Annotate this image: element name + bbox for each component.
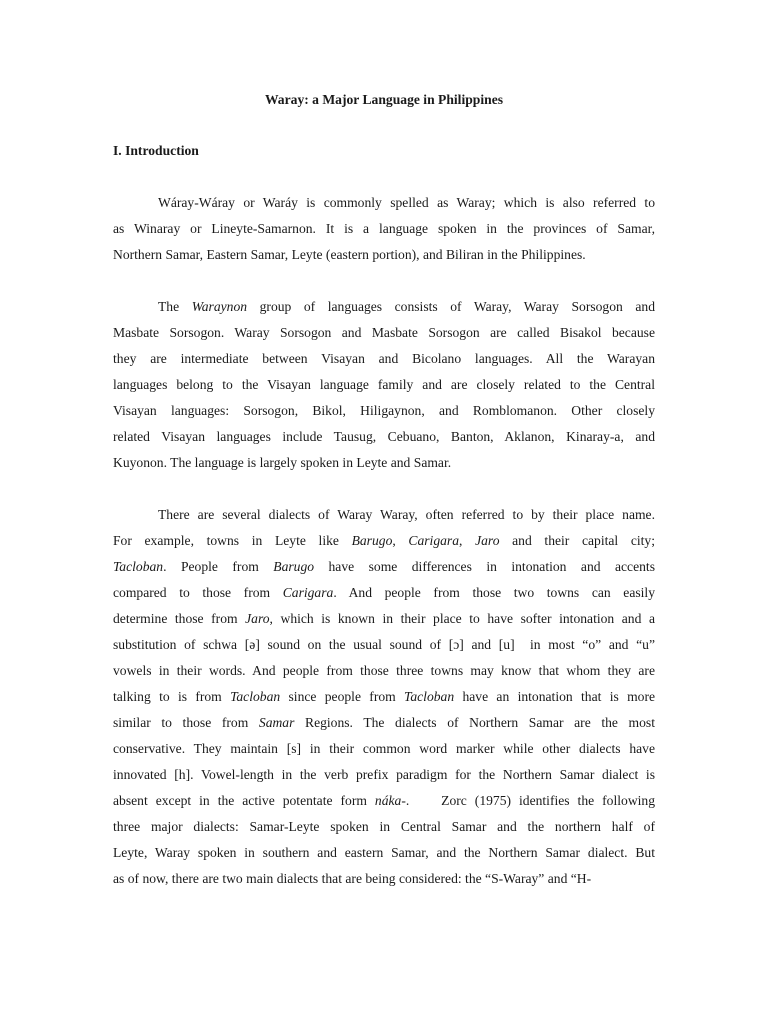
text-run: similar to those from xyxy=(113,715,259,730)
italic-term: náka- xyxy=(374,793,406,808)
italic-term: Carigara xyxy=(282,585,334,600)
paragraph-line xyxy=(113,840,655,866)
text-run: innovated [h]. Vowel-length in the verb prefix paradigm for the Northern Samar dialect is xyxy=(113,767,655,782)
text-run: Regions. The dialects of Northern Samar are the most xyxy=(294,715,655,730)
text-run: . Zorc (1975) identifies the following xyxy=(405,793,656,808)
italic-term: Tacloban xyxy=(113,559,164,574)
text-run: group of languages consists of Waray, Waray Sorsogon and xyxy=(247,299,655,314)
text-run: conservative. They maintain [s] in their common word marker while other dialects have xyxy=(113,741,655,756)
text-run: determine those from xyxy=(113,611,246,626)
paragraph-line xyxy=(113,684,655,710)
text-run: . And people from those two towns can easily xyxy=(333,585,655,600)
paragraph xyxy=(113,294,655,476)
text-run: There are several dialects of Waray Waray, often referred to by their place name. xyxy=(158,507,655,522)
paragraph-line xyxy=(113,658,655,684)
paragraph-line xyxy=(113,216,655,242)
text-run: vowels in their words. And people from those three towns may know that whom they are xyxy=(113,663,655,678)
text-run: Kuyonon. The language is largely spoken in Leyte and Samar. xyxy=(113,455,452,470)
paragraph-line xyxy=(113,190,655,216)
paragraph-line xyxy=(113,398,655,424)
italic-term: Barugo xyxy=(351,533,393,548)
text-run: , which is known in their place to have softer intonation and a xyxy=(269,611,655,626)
text-run: and their capital city; xyxy=(499,533,655,548)
paragraph-line xyxy=(113,606,655,632)
italic-term: Tacloban xyxy=(404,689,455,704)
paragraph-line xyxy=(113,528,655,554)
text-run: they are intermediate between Visayan and Bicolano languages. All the Warayan xyxy=(113,351,655,366)
text-run: absent except in the active potentate form xyxy=(113,793,375,808)
text-run: have an intonation that is more xyxy=(454,689,656,704)
paragraph-line xyxy=(113,580,655,606)
paragraph-line xyxy=(113,372,655,398)
text-run: , xyxy=(392,533,409,548)
italic-term: Waraynon xyxy=(191,299,248,314)
paragraph-line xyxy=(113,762,655,788)
italic-term: Jaro xyxy=(245,611,270,626)
text-run: The xyxy=(158,299,192,314)
italic-term: Barugo xyxy=(273,559,315,574)
text-run: compared to those from xyxy=(113,585,283,600)
paragraph-line xyxy=(113,554,655,580)
text-run: talking to is from xyxy=(113,689,231,704)
italic-term: Carigara xyxy=(408,533,460,548)
document-title: Waray: a Major Language in Philippines xyxy=(264,92,504,107)
paragraph xyxy=(113,502,655,892)
text-run: related Visayan languages include Tausug, Cebuano, Banton, Aklanon, Kinaray-a, and xyxy=(113,429,655,444)
paragraph-line xyxy=(113,866,655,892)
paragraph-line xyxy=(113,632,655,658)
paragraph-line xyxy=(113,814,655,840)
text-run: , xyxy=(459,533,476,548)
paragraph-line xyxy=(113,710,655,736)
paragraph-line xyxy=(113,294,655,320)
text-run: since people from xyxy=(280,689,405,704)
paragraph-line xyxy=(113,242,655,268)
section-heading: I. Introduction xyxy=(113,143,199,158)
text-run: substitution of schwa [ə] sound on the usual sound of [ɔ] and [u] in most “o” and “u” xyxy=(113,637,655,652)
paragraph-line xyxy=(113,450,655,476)
text-run: Wáray-Wáray or Waráy is commonly spelled as Waray; which is also referred to xyxy=(158,195,655,210)
text-run: Leyte, Waray spoken in southern and eastern Samar, and the Northern Samar dialect. But xyxy=(113,845,655,860)
text-run: Masbate Sorsogon. Waray Sorsogon and Masbate Sorsogon are called Bisakol because xyxy=(113,325,655,340)
text-run: as Winaray or Lineyte-Samarnon. It is a language spoken in the provinces of Samar, xyxy=(113,221,655,236)
text-run: three major dialects: Samar-Leyte spoken in Central Samar and the northern half of xyxy=(113,819,655,834)
text-run: Visayan languages: Sorsogon, Bikol, Hiligaynon, and Romblomanon. Other closely xyxy=(113,403,655,418)
paragraph-line xyxy=(113,320,655,346)
text-run: For example, towns in Leyte like xyxy=(113,533,352,548)
italic-term: Jaro xyxy=(475,533,500,548)
paragraph xyxy=(113,190,655,268)
paragraph-line xyxy=(113,502,655,528)
italic-term: Samar xyxy=(258,715,295,730)
text-run: as of now, there are two main dialects that are being considered: the “S-Waray” and “H- xyxy=(113,871,592,886)
text-run: have some differences in intonation and accents xyxy=(314,559,655,574)
paragraph-line xyxy=(113,424,655,450)
paragraph-line xyxy=(113,346,655,372)
paragraph-line xyxy=(113,736,655,762)
italic-term: Tacloban xyxy=(230,689,281,704)
text-run: languages belong to the Visayan language family and are closely related to the Central xyxy=(113,377,655,392)
paragraph-line xyxy=(113,788,655,814)
text-run: . People from xyxy=(163,559,274,574)
text-run: Northern Samar, Eastern Samar, Leyte (eastern portion), and Biliran in the Philippines. xyxy=(113,247,586,262)
